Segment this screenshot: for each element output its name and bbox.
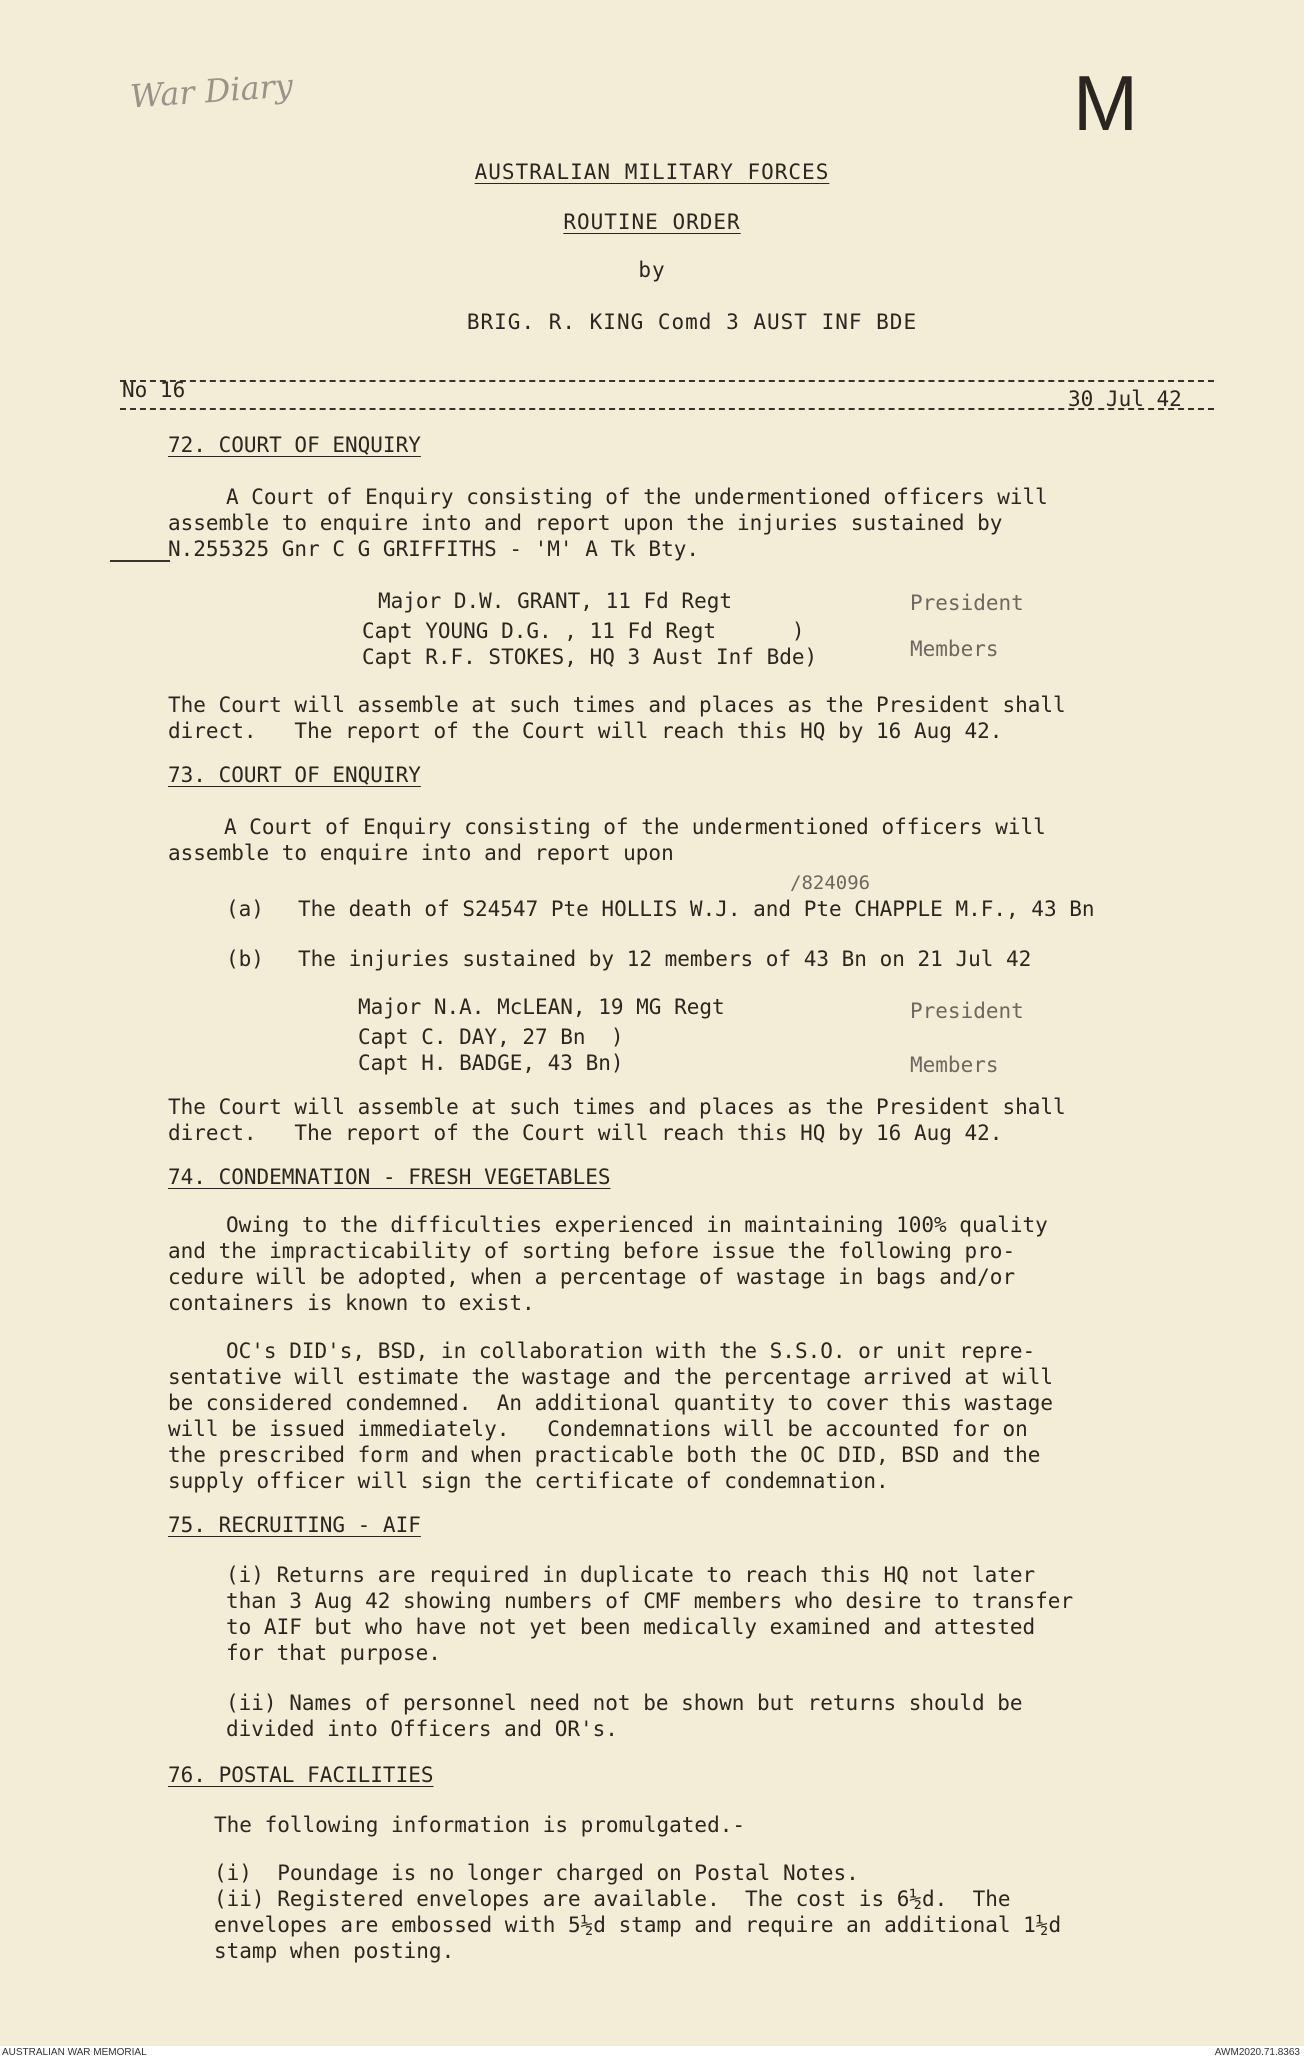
s76-item-line-3: envelopes are embossed with 5½d stamp and require an additional 1½d <box>214 1913 1062 1937</box>
s73-role-president: President <box>910 999 1024 1023</box>
s75-para2-line-2: divided into Officers and OR's. <box>226 1717 618 1741</box>
s74-para2-line-5: the prescribed form and when practicable both the OC DID, BSD and the <box>168 1443 1041 1467</box>
header-rule-top <box>120 380 1214 382</box>
s73-closing-line-1: The Court will assemble at such times and places as the President shall <box>168 1095 1066 1119</box>
file-letter: M <box>1073 59 1138 147</box>
section-73-heading: 73. COURT OF ENQUIRY <box>168 763 421 787</box>
s75-para1-line-4: for that purpose. <box>226 1641 441 1665</box>
s72-para-line-2: assemble to enquire into and report upon the injuries sustained by <box>168 511 1003 535</box>
s73-para-line-1: A Court of Enquiry consisting of the undermentioned officers will <box>224 815 1046 839</box>
s74-para2-line-2: sentative will estimate the wastage and the percentage arrived at will <box>168 1365 1054 1389</box>
order-date: 30 Jul 42 <box>1068 387 1182 411</box>
s72-officer-3: Capt R.F. STOKES, HQ 3 Aust Inf Bde) <box>362 645 818 669</box>
s74-para1-line-4: containers is known to exist. <box>168 1291 535 1315</box>
header-rule-bottom <box>120 408 1214 410</box>
s73-item-a-text: The death of S24547 Pte HOLLIS W.J. and Pte CHAPPLE M.F., 43 Bn <box>298 897 1095 921</box>
s74-para2-line-6: supply officer will sign the certificate of condemnation. <box>168 1469 889 1493</box>
s73-para-line-2: assemble to enquire into and report upon <box>168 841 674 865</box>
footer-accession: AWM2020.71.8363 <box>1214 2047 1300 2058</box>
s76-item-line-2: (ii) Registered envelopes are available. The cost is 6½d. The <box>214 1887 1011 1911</box>
s74-para1-line-1: Owing to the difficulties experienced in maintaining 100% quality <box>226 1213 1048 1237</box>
s72-closing-line-1: The Court will assemble at such times and places as the President shall <box>168 693 1066 717</box>
s76-item-line-4: stamp when posting. <box>214 1939 455 1963</box>
margin-underline <box>110 560 170 562</box>
org-title: AUSTRALIAN MILITARY FORCES <box>474 160 830 184</box>
s75-para1-line-1: (i) Returns are required in duplicate to reach this HQ not later <box>226 1563 1036 1587</box>
s73-item-b-label: (b) <box>226 947 264 971</box>
pencil-annotation: War Diary <box>128 66 295 116</box>
s76-item-line-1: (i) Poundage is no longer charged on Postal Notes. <box>214 1861 859 1885</box>
s74-para1-line-2: and the impracticability of sorting before issue the following pro- <box>168 1239 1016 1263</box>
section-72-heading: 72. COURT OF ENQUIRY <box>168 433 421 457</box>
s72-role-president: President <box>910 591 1024 615</box>
s74-para2-line-1: OC's DID's, BSD, in collaboration with the S.S.O. or unit repre- <box>226 1339 1036 1363</box>
order-number: No 16 <box>122 378 186 402</box>
s72-para-line-3: N.255325 Gnr C G GRIFFITHS - 'M' A Tk Bty. <box>168 537 700 561</box>
s72-officer-1: Major D.W. GRANT, 11 Fd Regt <box>378 589 733 613</box>
s74-para2-line-3: be considered condemned. An additional quantity to cover this wastage <box>168 1391 1054 1415</box>
footer-source: AUSTRALIAN WAR MEMORIAL <box>2 2047 147 2058</box>
s75-para1-line-3: to AIF but who have not yet been medically examined and attested <box>226 1615 1036 1639</box>
s73-item-b-text: The injuries sustained by 12 members of 43 Bn on 21 Jul 42 <box>298 947 1032 971</box>
s73-officer-1: Major N.A. McLEAN, 19 MG Regt <box>358 995 725 1019</box>
s73-role-members: Members <box>910 1053 999 1077</box>
s74-para1-line-3: cedure will be adopted, when a percentage of wastage in bags and/or <box>168 1265 1016 1289</box>
issuer: BRIG. R. KING Comd 3 AUST INF BDE <box>466 310 918 334</box>
s72-officer-2: Capt YOUNG D.G. , 11 Fd Regt ) <box>362 619 805 643</box>
s76-intro: The following information is promulgated.- <box>214 1813 746 1837</box>
section-76-heading: 76. POSTAL FACILITIES <box>168 1763 434 1787</box>
s73-officer-2: Capt C. DAY, 27 Bn ) <box>358 1025 624 1049</box>
s74-para2-line-4: will be issued immediately. Condemnations will be accounted for on <box>168 1417 1028 1441</box>
section-74-heading: 74. CONDEMNATION - FRESH VEGETABLES <box>168 1165 611 1189</box>
s73-officer-3: Capt H. BADGE, 43 Bn) <box>358 1051 624 1075</box>
archive-footer <box>0 2046 1304 2061</box>
section-75-heading: 75. RECRUITING - AIF <box>168 1513 421 1537</box>
s73-item-a-label: (a) <box>226 897 264 921</box>
s72-para-line-1: A Court of Enquiry consisting of the undermentioned officers will <box>226 485 1048 509</box>
handwritten-number: /824096 <box>790 872 871 894</box>
by-line: by <box>638 258 666 282</box>
s72-closing-line-2: direct. The report of the Court will reach this HQ by 16 Aug 42. <box>168 719 1003 743</box>
s75-para2-line-1: (ii) Names of personnel need not be shown but returns should be <box>226 1691 1023 1715</box>
s72-role-members: Members <box>910 637 999 661</box>
document-type: ROUTINE ORDER <box>563 210 741 234</box>
s73-closing-line-2: direct. The report of the Court will reach this HQ by 16 Aug 42. <box>168 1121 1003 1145</box>
s75-para1-line-2: than 3 Aug 42 showing numbers of CMF members who desire to transfer <box>226 1589 1074 1613</box>
